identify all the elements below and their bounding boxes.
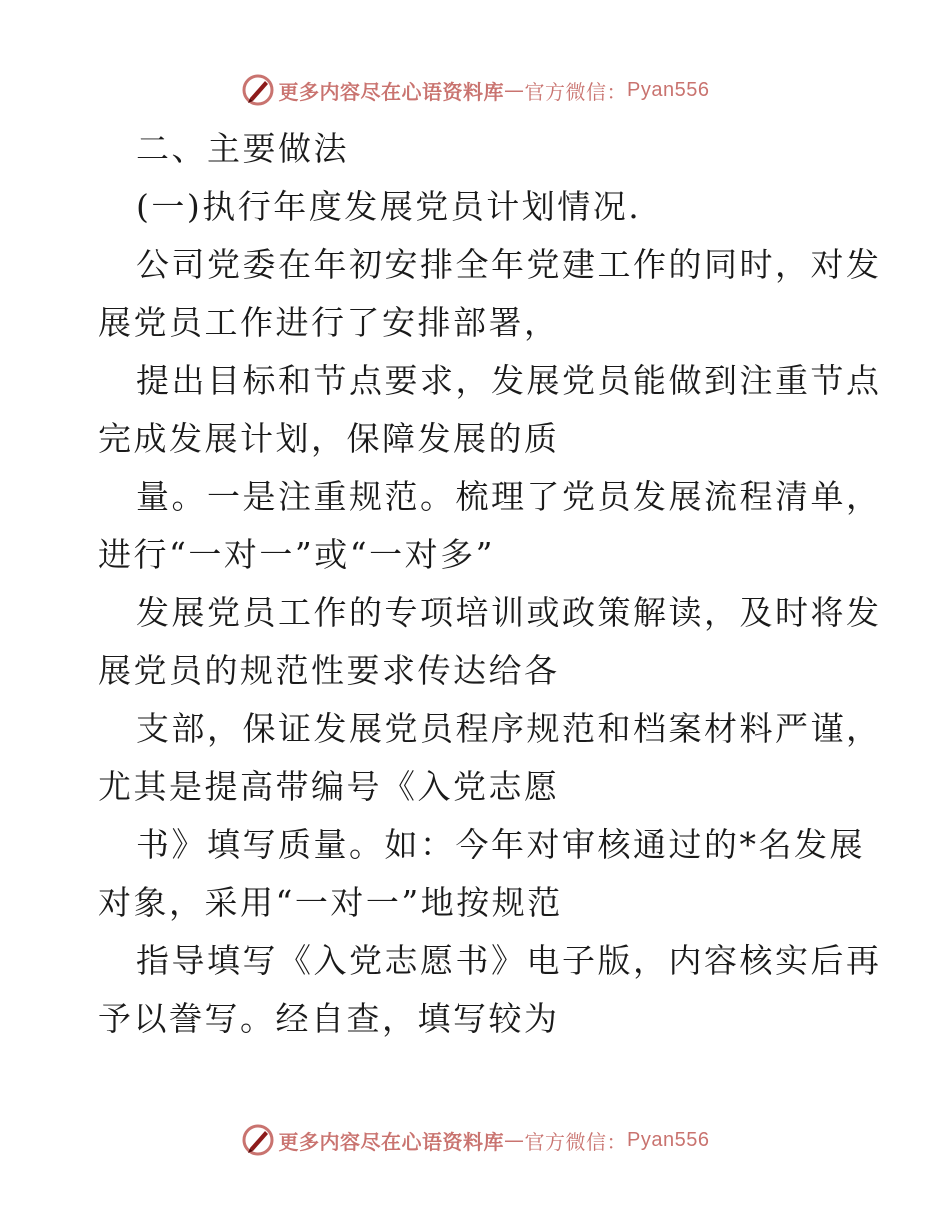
paragraph-line: 发展党员工作的专项培训或政策解读，及时将发 (136, 593, 882, 632)
pen-logo-icon (241, 73, 275, 107)
paragraph-line: 展党员的规范性要求传达给各 (98, 651, 560, 690)
watermark-dash: — (504, 1128, 525, 1152)
watermark-dash: — (504, 78, 525, 102)
watermark-wechat-id: Pyan556 (627, 1128, 710, 1151)
pen-logo-icon (241, 1123, 275, 1157)
watermark-wechat-label: 官方微信： (524, 1129, 628, 1154)
paragraph-line: 书》填写质量。如：今年对审核通过的*名发展 (136, 825, 865, 864)
paragraph-line: 提出目标和节点要求，发展党员能做到注重节点 (136, 361, 882, 400)
watermark-wechat-label: 官方微信： (524, 79, 628, 104)
paragraph-line: 展党员工作进行了安排部署， (98, 303, 560, 342)
paragraph-line: 对象，采用“一对一”地按规范 (98, 883, 563, 922)
header-watermark (0, 70, 950, 110)
paragraph-line: 支部，保证发展党员程序规范和档案材料严谨， (136, 709, 882, 748)
watermark-main-text: 更多内容尽在心语资料库 (278, 79, 505, 104)
paragraph-line: 指导填写《入党志愿书》电子版，内容核实后再 (136, 941, 882, 980)
paragraph-line: 完成发展计划，保障发展的质 (98, 419, 560, 458)
subsection-heading: (一)执行年度发展党员计划情况. (136, 187, 642, 226)
section-heading: 二、主要做法 (136, 129, 349, 168)
document-body (98, 120, 882, 1048)
paragraph-line: 公司党委在年初安排全年党建工作的同时，对发 (136, 245, 882, 284)
paragraph-line: 进行“一对一”或“一对多” (98, 535, 495, 574)
paragraph-line: 予以誊写。经自查，填写较为 (98, 999, 560, 1038)
footer-watermark (0, 1120, 950, 1160)
watermark-wechat-id: Pyan556 (627, 78, 710, 101)
paragraph-line: 尤其是提高带编号《入党志愿 (98, 767, 560, 806)
paragraph-line: 量。一是注重规范。梳理了党员发展流程清单， (136, 477, 882, 516)
watermark-main-text: 更多内容尽在心语资料库 (278, 1129, 505, 1154)
